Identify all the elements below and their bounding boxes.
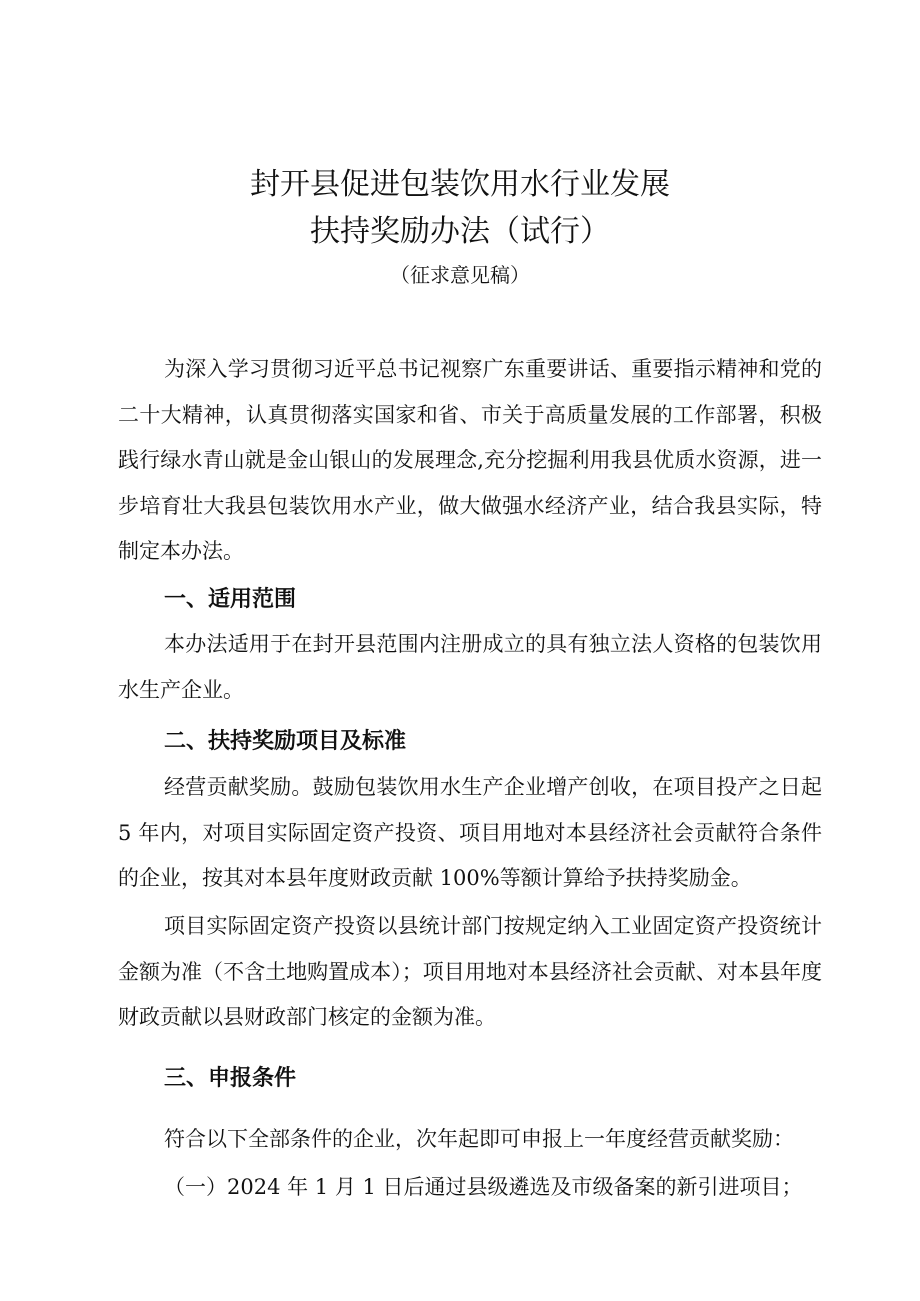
section3-heading: 三、申报条件: [164, 1066, 297, 1091]
document-title-line2: 扶持奖励办法（试行）: [310, 214, 610, 249]
intro-paragraph: 为深入学习贯彻习近平总书记视察广东重要讲话、重要指示精神和党的二十大精神，认真贯彻落实国家和省、市关于高质量发展的工作部署，积极践行绿水青山就是金山银山的发展理念,充分挖掘利用我县优质水资源，进一步培育壮大我县包装饮用水产业，做大做强水经济产业，结合我县实际，特制定本办法。: [118, 357, 822, 563]
section2-paragraph-2: 项目实际固定资产投资以县统计部门按规定纳入工业固定资产投资统计金额为准（不含土地购置成本）；项目用地对本县经济社会贡献、对本县年度财政贡献以县财政部门核定的金额为准。: [118, 914, 822, 1029]
section1-paragraph: 本办法适用于在封开县范围内注册成立的具有独立法人资格的包装饮用水生产企业。: [118, 632, 822, 702]
document-title-line1: 封开县促进包装饮用水行业发展: [250, 167, 670, 202]
section3-item-1: （一）2024 年 1 月 1 日后通过县级遴选及市级备案的新引进项目；: [164, 1175, 803, 1199]
section1-heading: 一、适用范围: [164, 587, 297, 612]
section2-paragraph-1: 经营贡献奖励。鼓励包装饮用水生产企业增产创收，在项目投产之日起 5 年内，对项目实际固定资产投资、项目用地对本县经济社会贡献符合条件的企业，按其对本县年度财政贡献 100%等额计算给予扶持奖励金。: [118, 775, 822, 890]
section2-heading: 二、扶持奖励项目及标准: [164, 729, 407, 754]
document-subtitle: （征求意见稿）: [390, 263, 530, 287]
section3-paragraph-1: 符合以下全部条件的企业，次年起即可申报上一年度经营贡献奖励：: [164, 1127, 794, 1151]
